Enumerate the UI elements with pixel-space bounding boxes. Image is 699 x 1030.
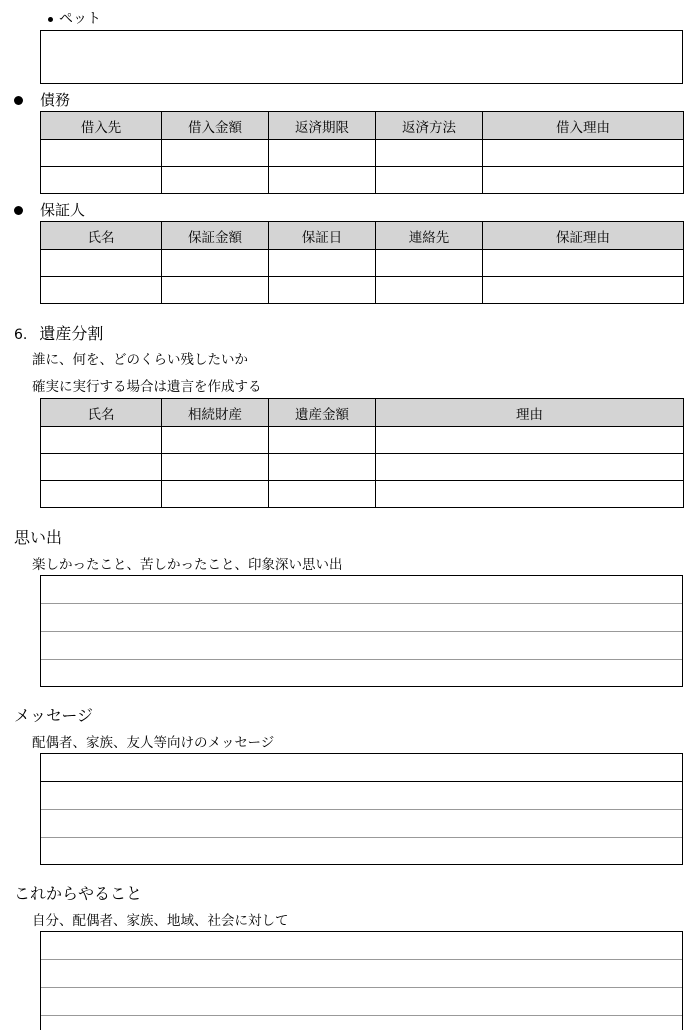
table-header-row	[41, 399, 684, 427]
table-cell[interactable]	[269, 250, 376, 277]
table-cell[interactable]	[162, 140, 269, 167]
table-cell[interactable]	[162, 250, 269, 277]
message-subtitle: 配偶者、家族、友人等向けのメッセージ	[32, 735, 275, 751]
header-cell: 連絡先	[376, 222, 483, 250]
table-cell[interactable]	[269, 140, 376, 167]
ruled-line	[41, 809, 682, 810]
todo-box[interactable]	[40, 931, 683, 1030]
guarantor-bullet	[14, 199, 85, 220]
table-cell[interactable]	[162, 427, 269, 454]
message-title: メッセージ	[14, 706, 94, 725]
table-cell[interactable]	[41, 250, 162, 277]
inheritance-table	[40, 398, 684, 508]
table-cell[interactable]	[41, 481, 162, 508]
header-cell: 保証金額	[162, 222, 269, 250]
debt-table	[40, 111, 684, 194]
table-cell[interactable]	[483, 167, 684, 194]
debt-bullet	[14, 89, 70, 110]
memories-title: 思い出	[14, 528, 63, 547]
table-cell[interactable]	[483, 140, 684, 167]
table-cell[interactable]	[269, 277, 376, 304]
inheritance-heading	[14, 321, 103, 344]
table-cell[interactable]	[376, 277, 483, 304]
ruled-line	[41, 1015, 682, 1016]
todo-title: これからやること	[14, 884, 143, 903]
header-cell: 保証理由	[483, 222, 684, 250]
guarantor-table	[40, 221, 684, 304]
table-cell[interactable]	[41, 427, 162, 454]
table-cell[interactable]	[269, 481, 376, 508]
table-cell[interactable]	[41, 454, 162, 481]
table-cell[interactable]	[162, 167, 269, 194]
table-row	[41, 277, 684, 304]
header-cell: 氏名	[41, 222, 162, 250]
bullet-icon	[14, 206, 23, 215]
guarantor-label: 保証人	[40, 201, 86, 219]
table-cell[interactable]	[41, 277, 162, 304]
table-header-row	[41, 222, 684, 250]
header-cell: 相続財産	[162, 399, 269, 427]
table-cell[interactable]	[41, 140, 162, 167]
memories-subtitle: 楽しかったこと、苦しかったこと、印象深い思い出	[32, 557, 343, 573]
ruled-line	[41, 659, 682, 660]
section-number: 6.	[14, 327, 28, 343]
table-cell[interactable]	[376, 140, 483, 167]
table-row	[41, 167, 684, 194]
header-cell: 返済方法	[376, 112, 483, 140]
table-cell[interactable]	[41, 167, 162, 194]
header-cell: 借入先	[41, 112, 162, 140]
ruled-line	[41, 603, 682, 604]
header-cell: 氏名	[41, 399, 162, 427]
message-box[interactable]	[40, 753, 683, 865]
ruled-line	[41, 987, 682, 988]
ruled-line	[41, 959, 682, 960]
table-cell[interactable]	[483, 277, 684, 304]
table-cell[interactable]	[376, 481, 684, 508]
table-row	[41, 481, 684, 508]
table-cell[interactable]	[162, 481, 269, 508]
table-header-row	[41, 112, 684, 140]
table-cell[interactable]	[483, 250, 684, 277]
memories-box[interactable]	[40, 575, 683, 687]
header-cell: 借入理由	[483, 112, 684, 140]
table-cell[interactable]	[376, 250, 483, 277]
table-cell[interactable]	[269, 454, 376, 481]
table-cell[interactable]	[269, 167, 376, 194]
header-cell: 理由	[376, 399, 684, 427]
table-row	[41, 140, 684, 167]
header-cell: 返済期限	[269, 112, 376, 140]
header-cell: 借入金額	[162, 112, 269, 140]
table-row	[41, 250, 684, 277]
table-row	[41, 454, 684, 481]
table-cell[interactable]	[269, 427, 376, 454]
table-cell[interactable]	[162, 454, 269, 481]
ruled-line	[41, 631, 682, 632]
ruled-line	[41, 837, 682, 838]
table-cell[interactable]	[162, 277, 269, 304]
inheritance-line1: 誰に、何を、どのくらい残したいか	[32, 352, 248, 368]
debt-label: 債務	[40, 91, 71, 109]
todo-subtitle: 自分、配偶者、家族、地域、社会に対して	[32, 913, 289, 929]
header-cell: 保証日	[269, 222, 376, 250]
ruled-line	[41, 781, 682, 782]
table-cell[interactable]	[376, 454, 684, 481]
bullet-icon	[48, 17, 53, 22]
table-cell[interactable]	[376, 427, 684, 454]
pet-bullet	[48, 8, 101, 28]
pet-box[interactable]	[40, 30, 683, 84]
inheritance-line2: 確実に実行する場合は遺言を作成する	[32, 379, 262, 395]
pet-label: ペット	[59, 11, 101, 27]
table-cell[interactable]	[376, 167, 483, 194]
section-title: 遺産分割	[39, 324, 104, 343]
table-row	[41, 427, 684, 454]
bullet-icon	[14, 96, 23, 105]
header-cell: 遺産金額	[269, 399, 376, 427]
